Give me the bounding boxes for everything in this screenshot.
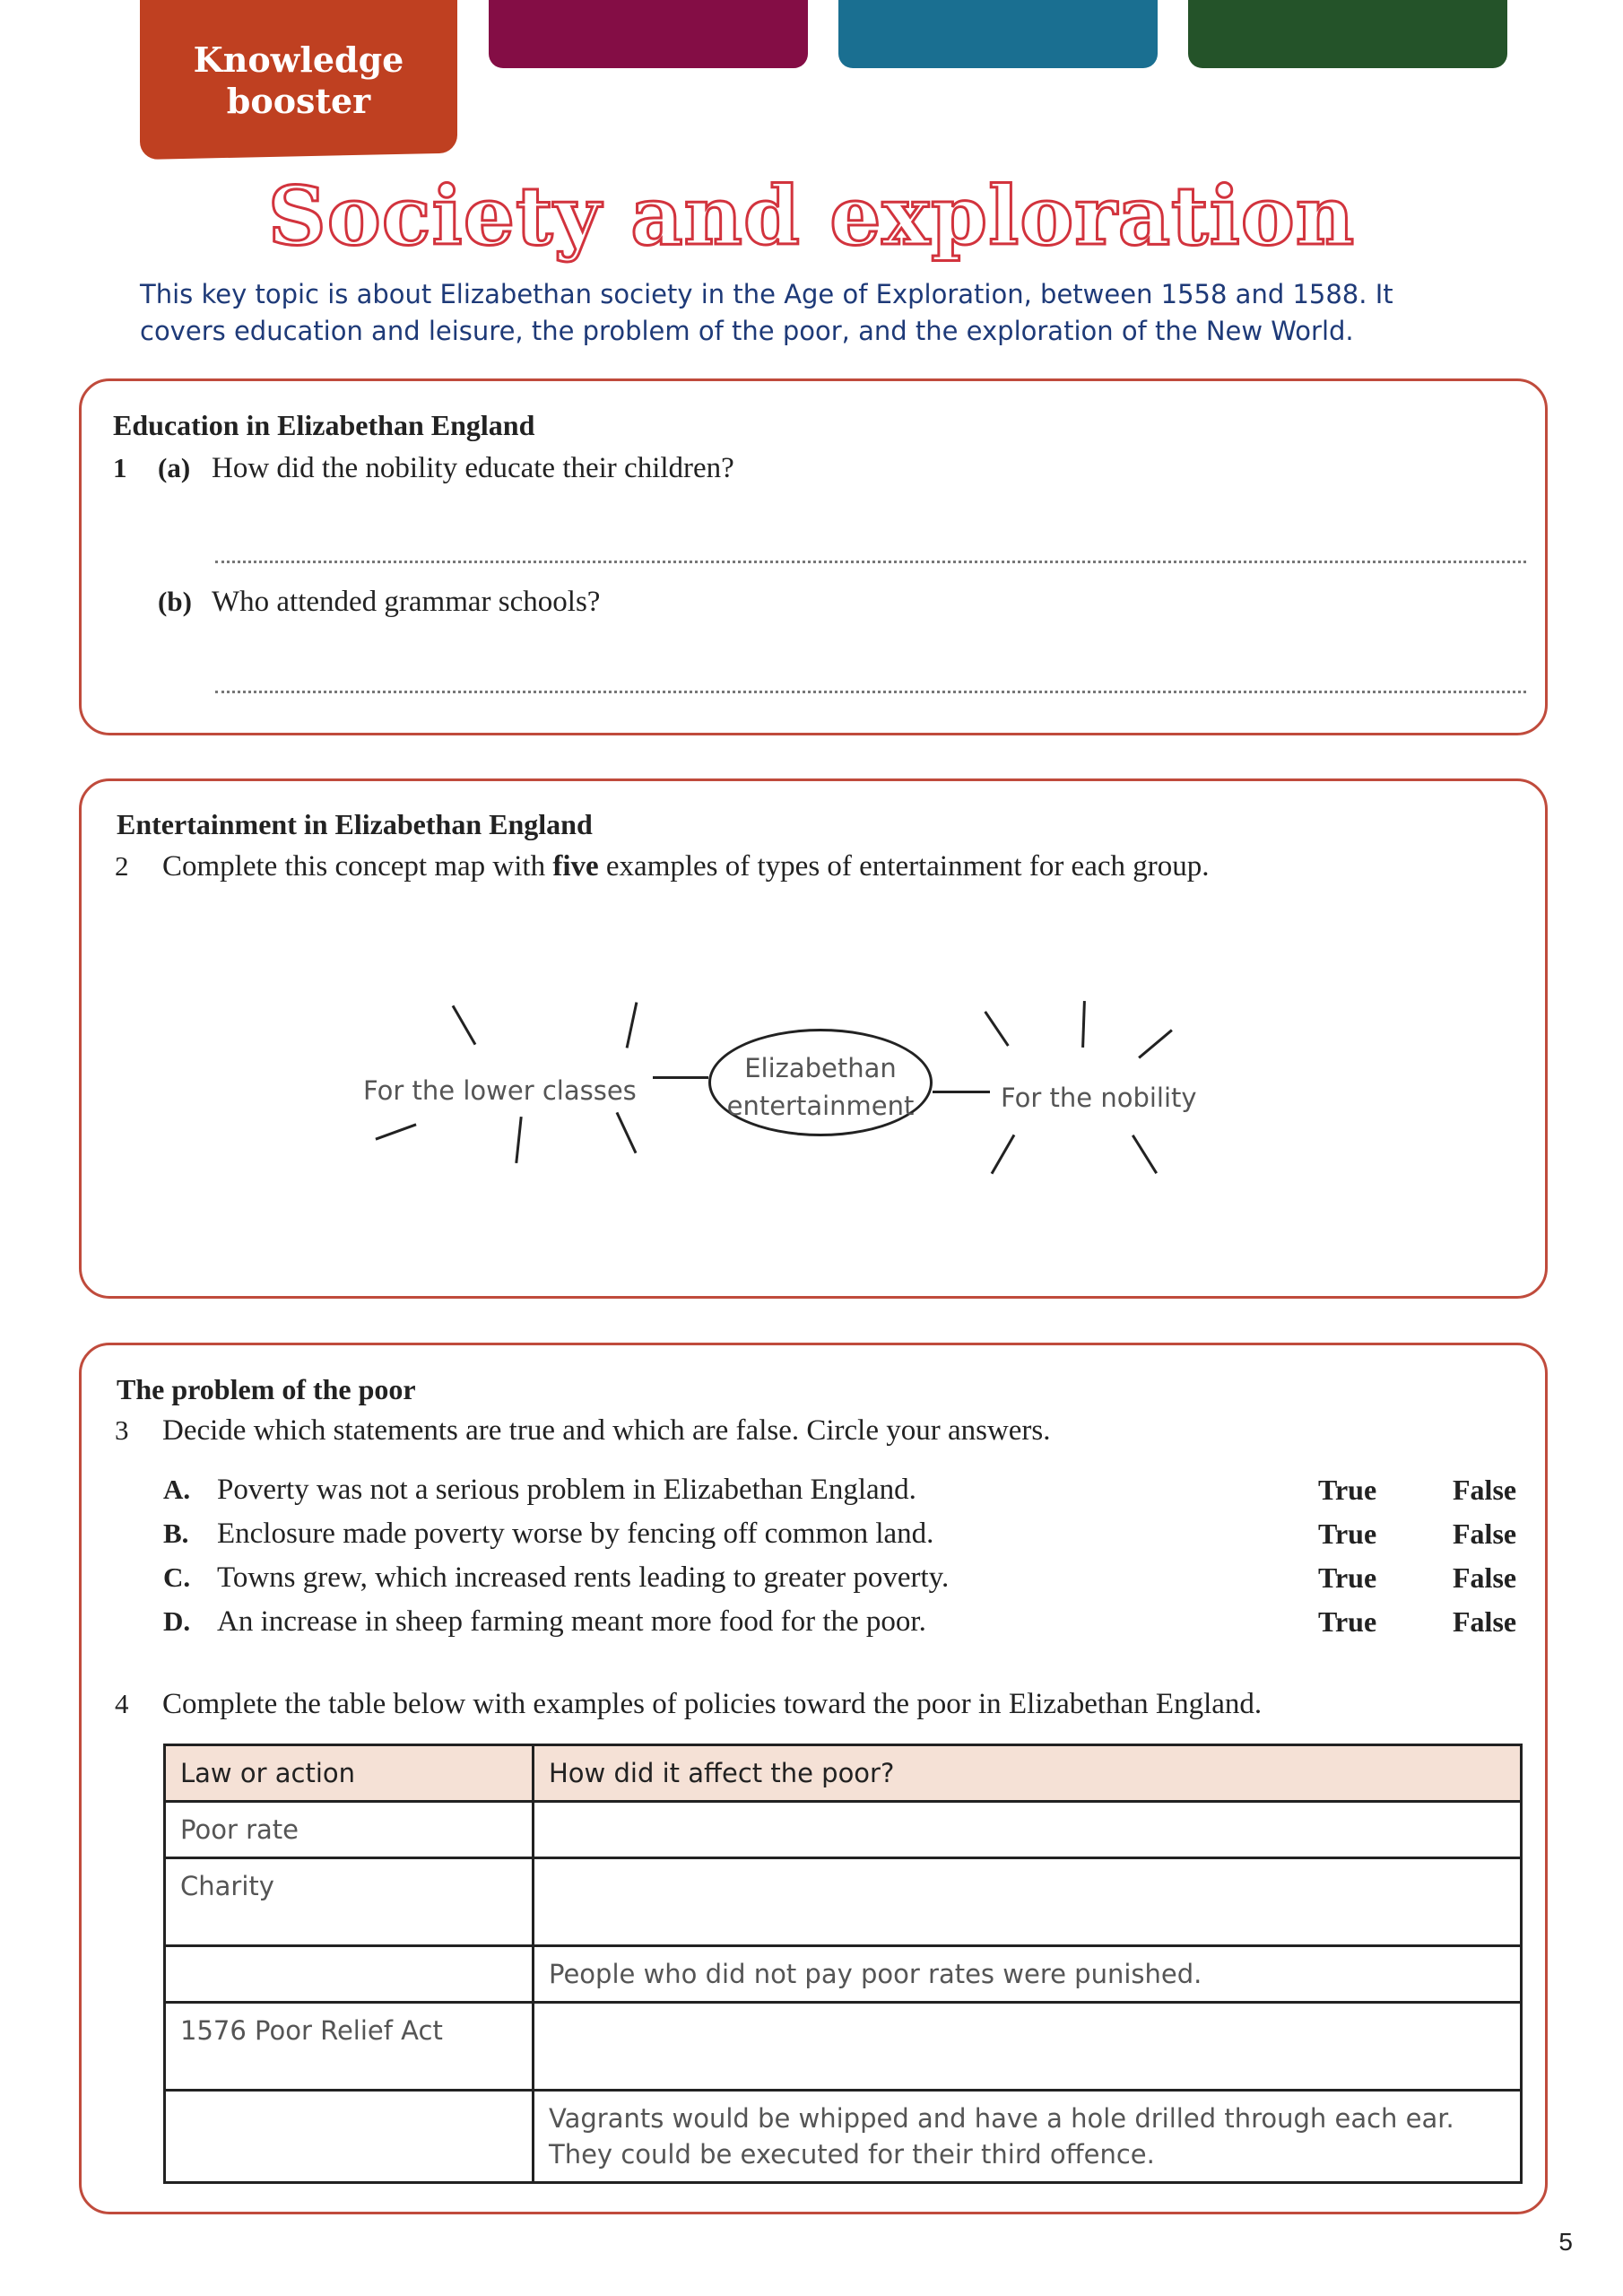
table-cell[interactable] xyxy=(534,2003,1522,2091)
false-option[interactable]: False xyxy=(1453,1605,1517,1638)
question-3-number: 3 xyxy=(115,1414,129,1446)
question-2-number: 2 xyxy=(115,850,129,882)
table-cell[interactable] xyxy=(165,1946,534,2003)
column-header: Law or action xyxy=(165,1745,534,1802)
answer-line-1a[interactable] xyxy=(215,561,1526,563)
false-option[interactable]: False xyxy=(1453,1474,1517,1506)
true-option[interactable]: True xyxy=(1318,1518,1377,1550)
false-option[interactable]: False xyxy=(1453,1518,1517,1550)
education-heading: Education in Elizabethan England xyxy=(113,409,535,441)
question-1b-label: (b) xyxy=(158,586,192,617)
question-1-number: 1 xyxy=(113,452,127,483)
true-option[interactable]: True xyxy=(1318,1605,1377,1638)
table-cell[interactable] xyxy=(165,2091,534,2183)
table-cell: Vagrants would be whipped and have a hole drilled through each ear. They could be executed for their third offence. xyxy=(534,2091,1522,2183)
statement-text: An increase in sheep farming meant more food for the poor. xyxy=(217,1605,926,1638)
question-1a-label: (a) xyxy=(158,452,191,483)
statement-letter: B. xyxy=(163,1518,189,1549)
statement-letter: D. xyxy=(163,1605,191,1637)
table-cell: People who did not pay poor rates were punished. xyxy=(534,1946,1522,2003)
table-row xyxy=(165,1802,1522,1858)
statement-text: Enclosure made poverty worse by fencing off common land. xyxy=(217,1518,934,1550)
table-cell[interactable] xyxy=(534,1802,1522,1858)
header-tab-green xyxy=(1188,0,1507,68)
header-tab-magenta xyxy=(489,0,808,68)
header-tab-blue xyxy=(838,0,1158,68)
question-4-text: Complete the table below with examples of policies toward the poor in Elizabethan England. xyxy=(162,1688,1263,1720)
statement-letter: C. xyxy=(163,1561,191,1593)
question-3-text: Decide which statements are true and which are false. Circle your answers. xyxy=(162,1414,1051,1447)
concept-map-left-node: For the lower classes xyxy=(363,1075,637,1106)
concept-map-connector-left xyxy=(653,1076,708,1079)
table-header-row xyxy=(165,1745,1522,1802)
statement-letter: A. xyxy=(163,1474,191,1505)
question-1a-text: How did the nobility educate their children? xyxy=(212,452,734,484)
table-cell[interactable] xyxy=(534,1858,1522,1946)
concept-map-connector-right xyxy=(933,1091,990,1093)
knowledge-booster-label: Knowledge booster xyxy=(193,39,404,121)
table-cell: 1576 Poor Relief Act xyxy=(165,2003,534,2091)
statement-text: Poverty was not a serious problem in Elizabethan England. xyxy=(217,1474,916,1506)
policy-table xyxy=(163,1744,1523,2184)
poor-heading: The problem of the poor xyxy=(117,1373,416,1405)
table-row xyxy=(165,2091,1522,2183)
true-option[interactable]: True xyxy=(1318,1561,1377,1594)
table-cell: Poor rate xyxy=(165,1802,534,1858)
false-option[interactable]: False xyxy=(1453,1561,1517,1594)
column-header: How did it affect the poor? xyxy=(534,1745,1522,1802)
table-row xyxy=(165,1858,1522,1946)
question-4-number: 4 xyxy=(115,1688,129,1719)
entertainment-heading: Entertainment in Elizabethan England xyxy=(117,808,593,840)
intro-text: This key topic is about Elizabethan society in the Age of Exploration, between 1558 and 1588. It covers education and leisure, the problem of the poor, and the exploration of the New World. xyxy=(140,279,1393,346)
page-title: Society and exploration xyxy=(267,169,1356,264)
table-row xyxy=(165,2003,1522,2091)
table-row xyxy=(165,1946,1522,2003)
page-number: 5 xyxy=(1558,2228,1573,2256)
concept-map-center-label: Elizabethan entertainment xyxy=(726,1053,915,1121)
table-cell: Charity xyxy=(165,1858,534,1946)
concept-map-right-node: For the nobility xyxy=(1001,1083,1197,1113)
question-2-text: Complete this concept map with five examples of types of entertainment for each group. xyxy=(162,850,1210,883)
answer-line-1b[interactable] xyxy=(215,691,1526,693)
statement-text: Towns grew, which increased rents leading to greater poverty. xyxy=(217,1561,950,1594)
true-option[interactable]: True xyxy=(1318,1474,1377,1506)
question-1b-text: Who attended grammar schools? xyxy=(212,586,601,618)
